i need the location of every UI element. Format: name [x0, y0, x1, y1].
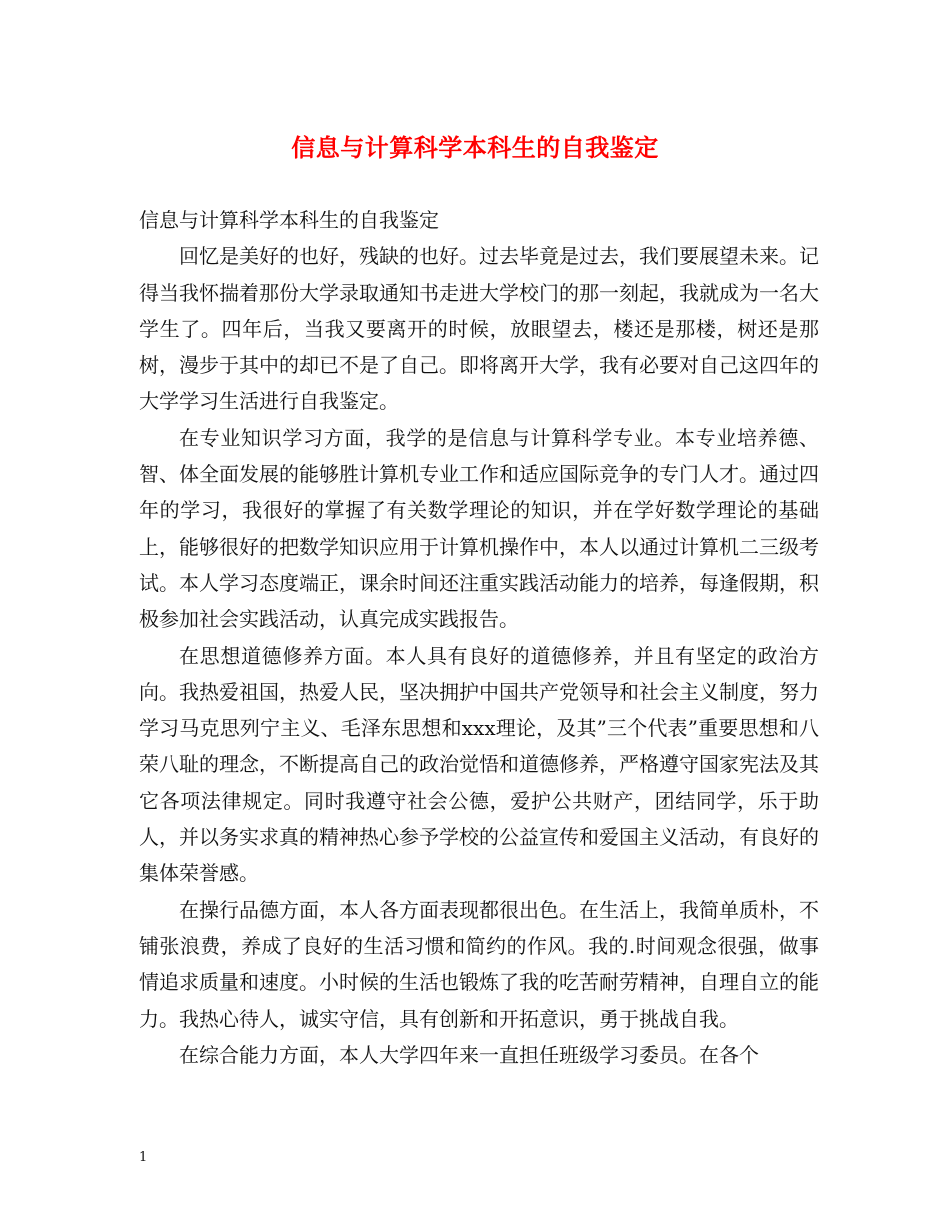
- page-number: 1: [139, 1150, 148, 1165]
- paragraph-memories: 回忆是美好的也好，残缺的也好。过去毕竟是过去，我们要展望未来。记得当我怀揣着那份大学录取通知书走进大学校门的那一刻起，我就成为一名大学生了。四年后，当我又要离开的时候，放眼望去，楼还是那楼，树还是那树，漫步于其中的却已不是了自己。即将离开大学，我有必要对自己这四年的大学学习生活进行自我鉴定。: [139, 244, 819, 414]
- paragraph-abilities: 在综合能力方面，本人大学四年来一直担任班级学习委员。在各个: [179, 1042, 759, 1067]
- paragraph-moral-cultivation: 在思想道德修养方面。本人具有良好的道德修养，并且有坚定的政治方向。我热爱祖国，热爱人民，坚决拥护中国共产党领导和社会主义制度，努力学习马克思列宁主义、毛泽东思想和xxx理论，及其”三个代表”重要思想和八荣八耻的理念，不断提高自己的政治觉悟和道德修养，严格遵守国家宪法及其它各项法律规定。同时我遵守社会公德，爱护公共财产，团结同学，乐于助人，并以务实求真的精神热心参予学校的公益宣传和爱国主义活动，有良好的集体荣誉感。: [139, 643, 819, 886]
- page-title: 信息与计算科学本科生的自我鉴定: [291, 133, 659, 162]
- document-subtitle: 信息与计算科学本科生的自我鉴定: [139, 208, 439, 232]
- paragraph-professional-study: 在专业知识学习方面，我学的是信息与计算科学专业。本专业培养德、智、体全面发展的能够胜计算机专业工作和适应国际竞争的专门人才。通过四年的学习，我很好的掌握了有关数学理论的知识，并在学好数学理论的基础上，能够很好的把数学知识应用于计算机操作中，本人以通过计算机二三级考试。本人学习态度端正，课余时间还注重实践活动能力的培养，每逢假期，积极参加社会实践活动，认真完成实践报告。: [139, 425, 819, 632]
- document-body: [139, 202, 819, 1073]
- paragraph-conduct: 在操行品德方面，本人各方面表现都很出色。在生活上，我简单质朴，不铺张浪费，养成了良好的生活习惯和简约的作风。我的.时间观念很强，做事情追求质量和速度。小时候的生活也锻炼了我的吃苦耐劳精神，自理自立的能力。我热心待人，诚实守信，具有创新和开拓意识，勇于挑战自我。: [139, 897, 819, 1031]
